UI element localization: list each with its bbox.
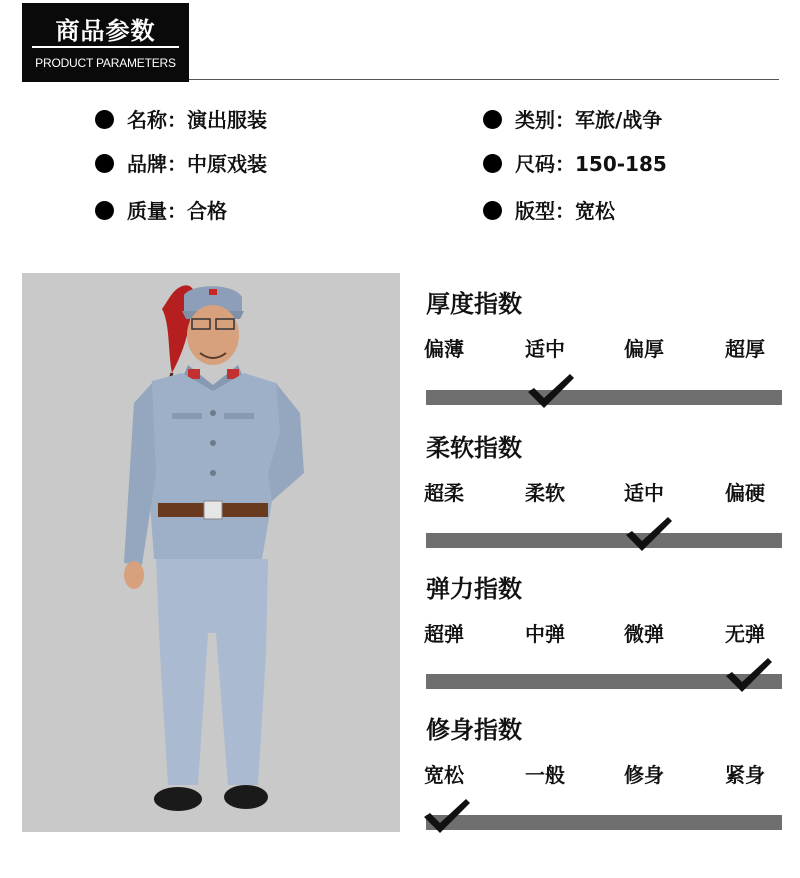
section-header [22, 3, 189, 82]
param-label: 品牌：中原戏装 [127, 152, 267, 176]
section-subtitle: PRODUCT PARAMETERS [35, 56, 176, 70]
index-option: 适中 [624, 481, 664, 505]
param-item [483, 195, 615, 224]
index-option: 偏硬 [725, 481, 765, 505]
index-option: 适中 [525, 337, 565, 361]
checkmark-icon [624, 515, 674, 553]
index-bar [426, 533, 782, 548]
param-item [483, 148, 667, 177]
index-title: 弹力指数 [426, 575, 522, 603]
param-item [95, 148, 267, 177]
index-option: 宽松 [424, 763, 464, 787]
index-option: 偏厚 [624, 337, 664, 361]
param-item [483, 104, 662, 133]
header-rule-line [189, 79, 779, 80]
index-title: 厚度指数 [426, 290, 522, 318]
index-title: 修身指数 [426, 716, 522, 744]
dot-icon [483, 154, 502, 173]
index-option: 修身 [624, 763, 664, 787]
index-option: 超弹 [424, 622, 464, 646]
index-bar [426, 390, 782, 405]
checkmark-icon [724, 656, 774, 694]
index-option: 超柔 [424, 481, 464, 505]
checkmark-icon [526, 372, 576, 410]
param-item [95, 195, 227, 224]
dot-icon [95, 154, 114, 173]
dot-icon [95, 110, 114, 129]
param-label: 版型：宽松 [515, 199, 615, 223]
index-option: 微弹 [624, 622, 664, 646]
index-option: 超厚 [725, 337, 765, 361]
index-option: 中弹 [525, 622, 565, 646]
dot-icon [483, 110, 502, 129]
index-option: 一般 [525, 763, 565, 787]
header-divider [32, 46, 179, 48]
product-photo [22, 273, 400, 832]
param-label: 类别：军旅/战争 [515, 108, 663, 132]
index-bar [426, 815, 782, 830]
index-option: 紧身 [725, 763, 765, 787]
index-option: 偏薄 [424, 337, 464, 361]
index-title: 柔软指数 [426, 434, 522, 462]
section-title: 商品参数 [55, 17, 156, 45]
dot-icon [483, 201, 502, 220]
uniform-illustration [22, 273, 400, 832]
param-label: 名称：演出服装 [127, 108, 267, 132]
param-label: 质量：合格 [127, 199, 227, 223]
index-option: 无弹 [725, 622, 765, 646]
index-option: 柔软 [525, 481, 565, 505]
dot-icon [95, 201, 114, 220]
checkmark-icon [422, 797, 472, 835]
param-item [95, 104, 267, 133]
param-label: 尺码：150-185 [515, 152, 667, 176]
